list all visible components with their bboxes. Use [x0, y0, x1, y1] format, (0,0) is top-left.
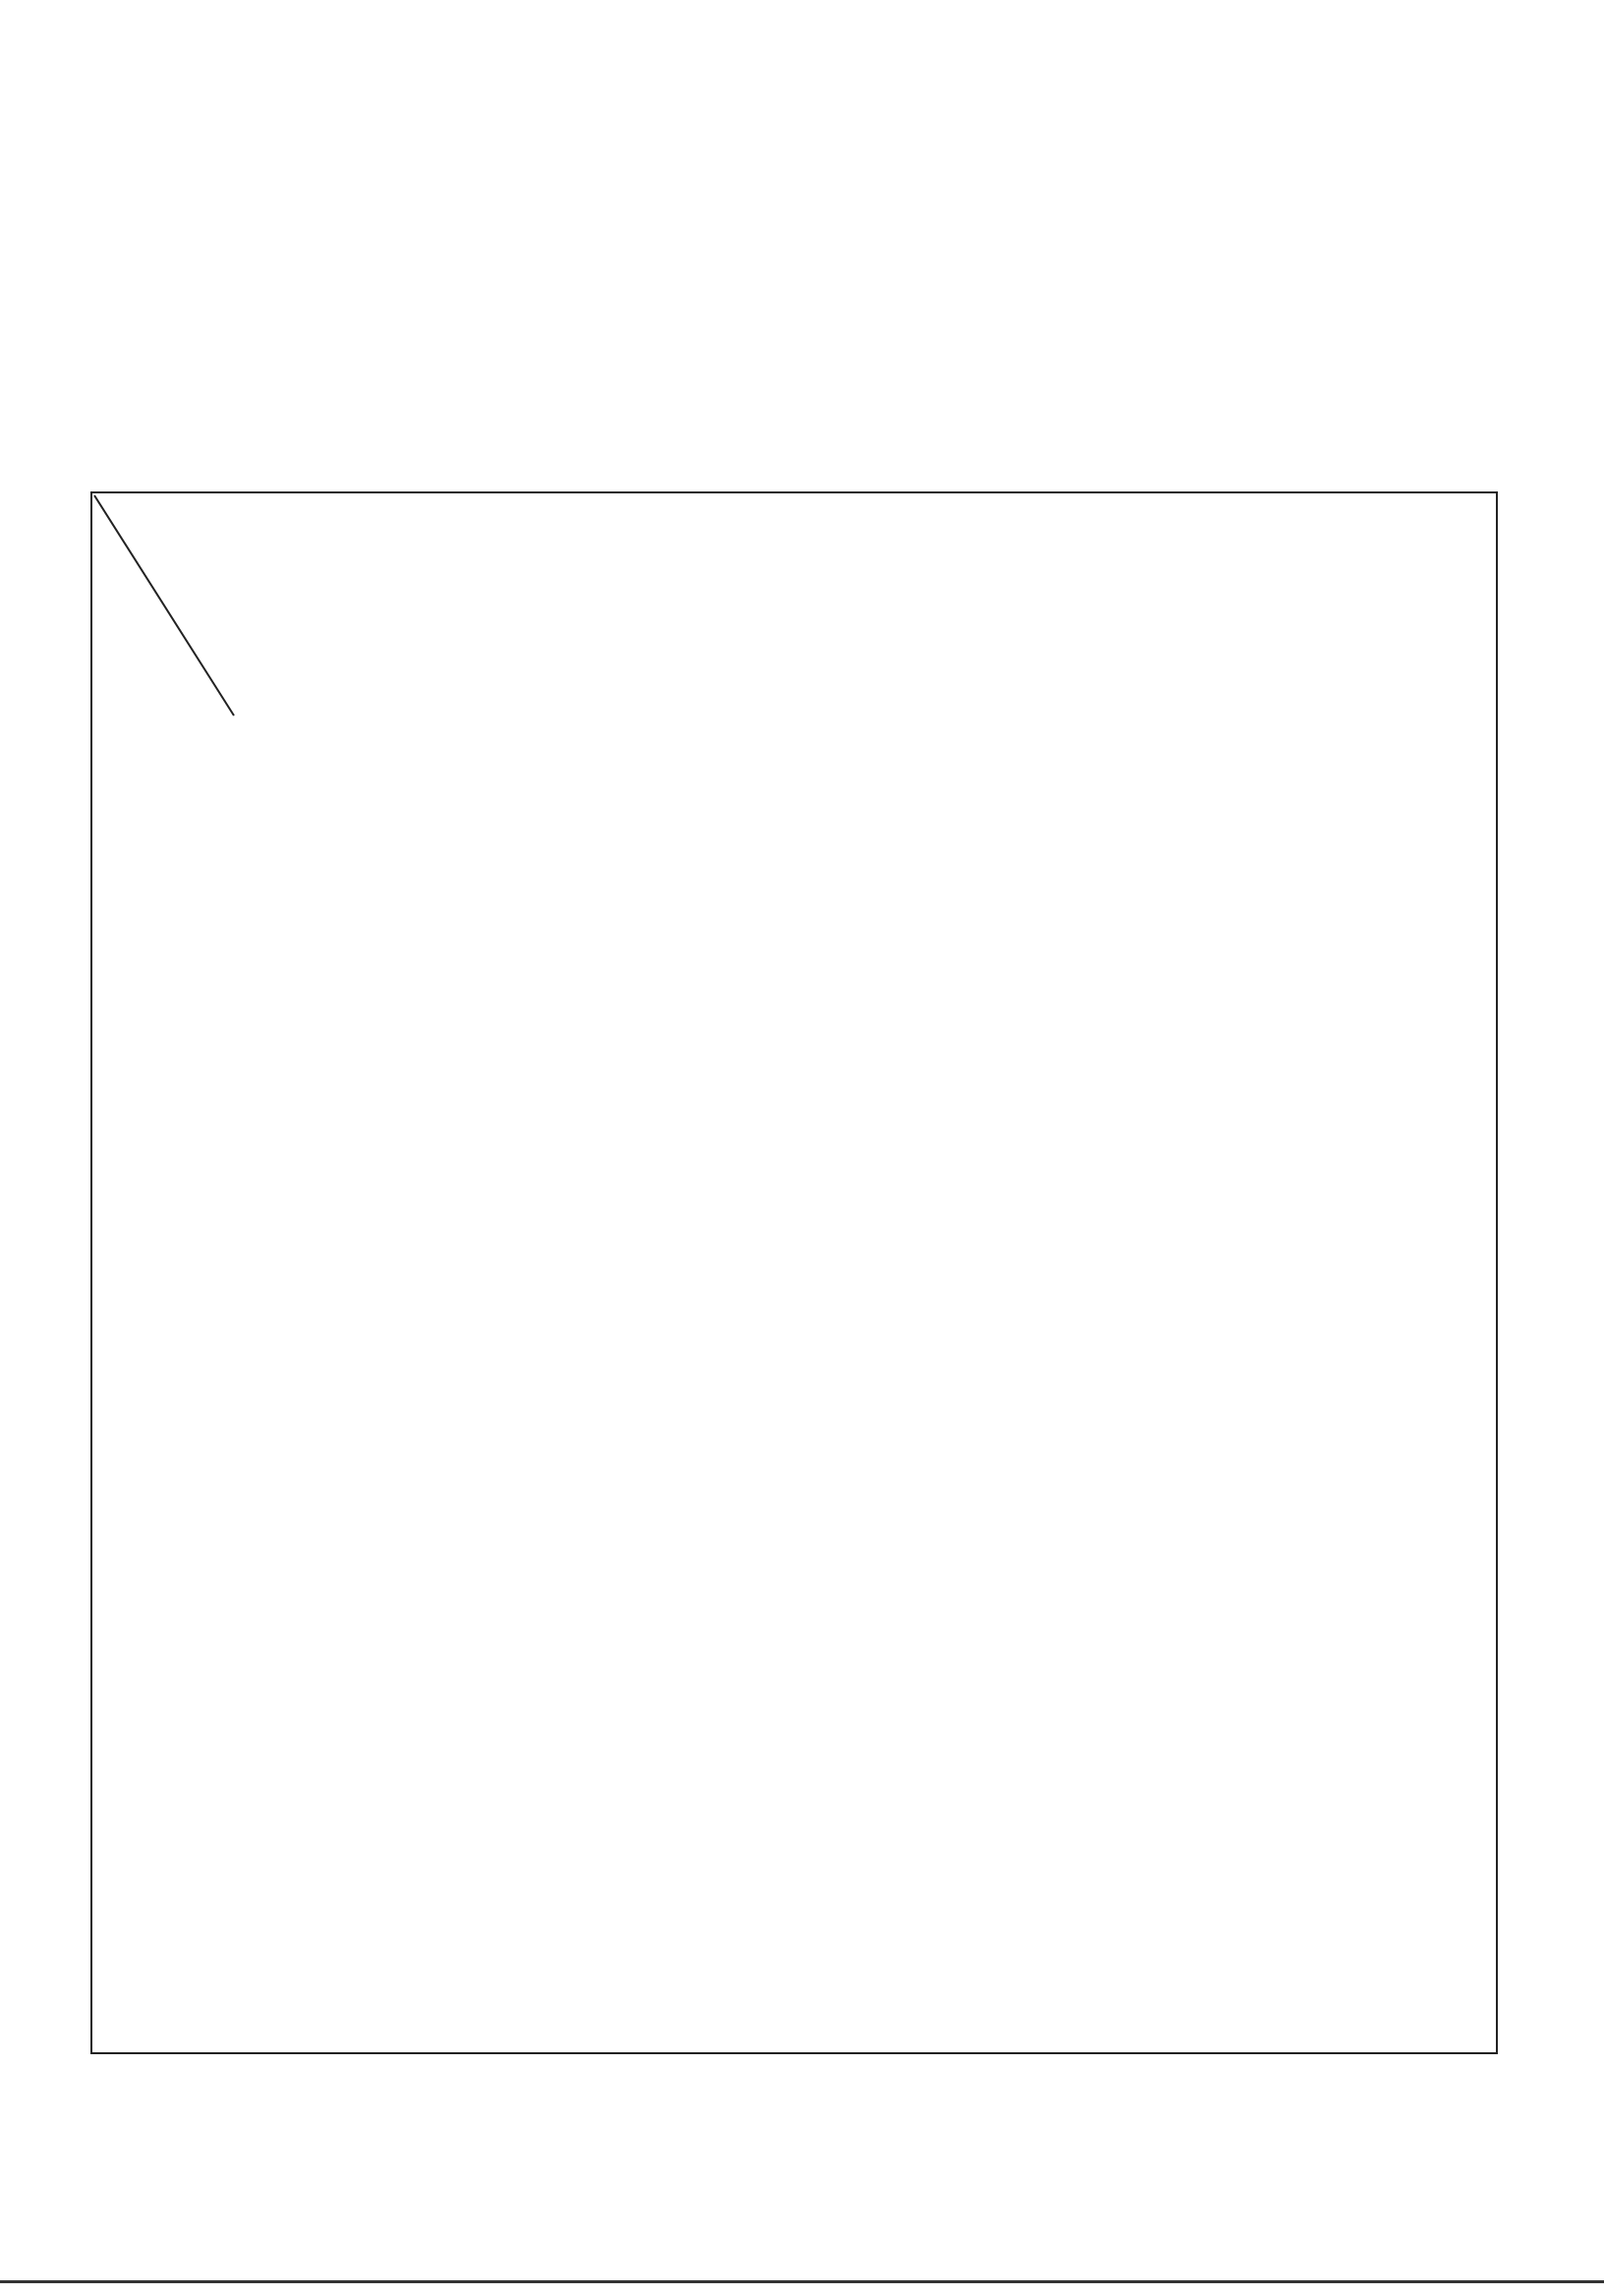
data-table	[90, 491, 1498, 2054]
page-bottom-rule	[0, 2280, 1604, 2283]
header-diagonal	[90, 491, 238, 719]
